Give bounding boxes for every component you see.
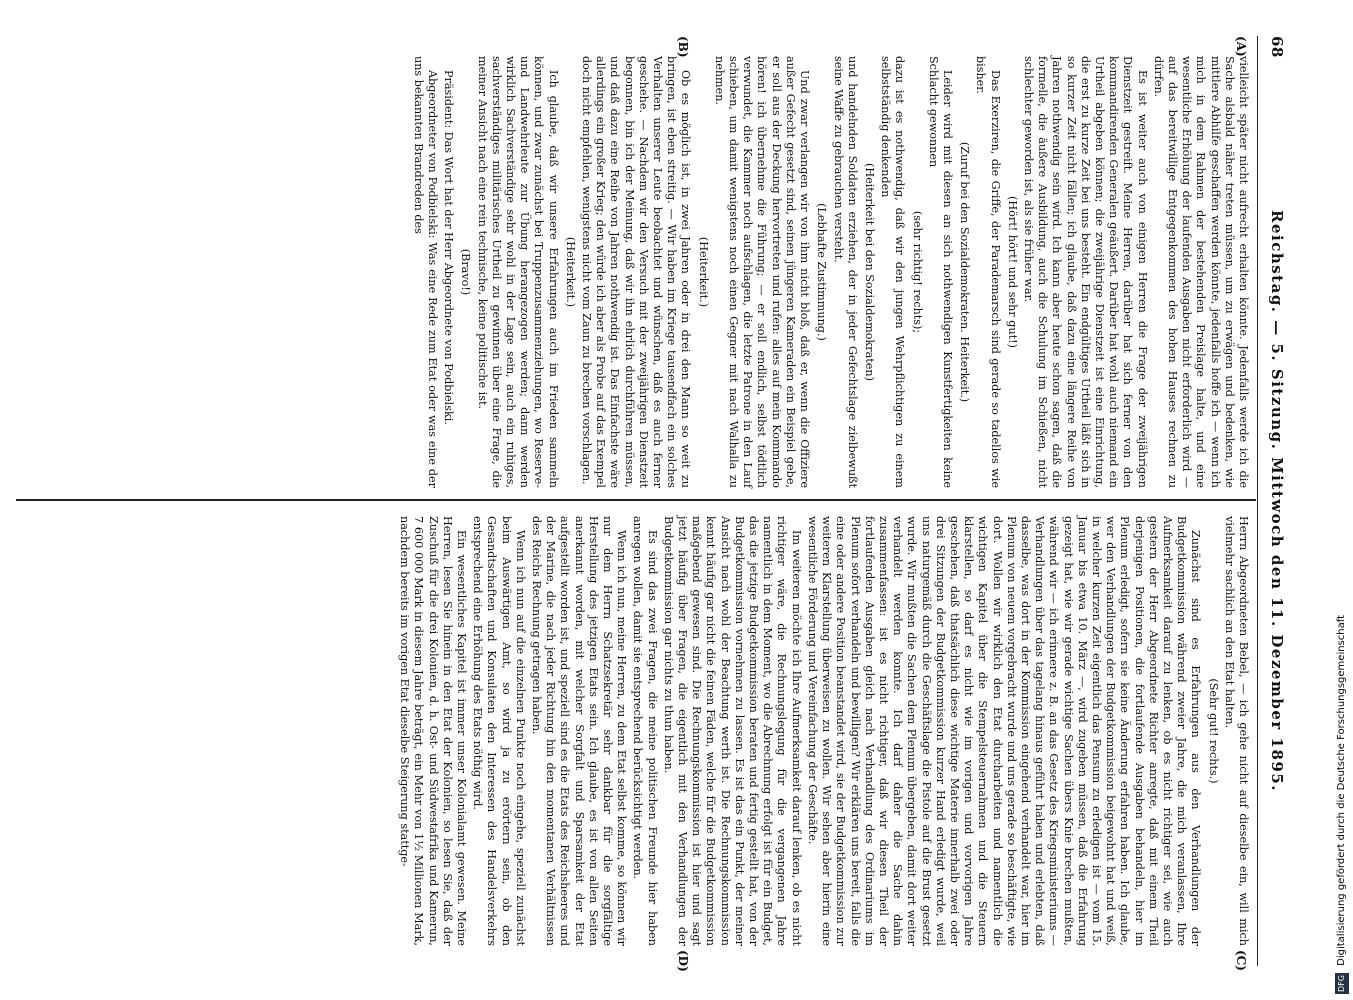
paragraph: Wenn ich nun auf die einzelnen Punkte noch eingehe, speziell zunächst beim Auswärtigen Amt, so wird ja zu erörtern sein, ob den Gesandtschaften und Konsulaten den Interessen des Handelsverkehrs entsprechend eine Erhöhung des Etats nöthig wird. <box>471 516 527 946</box>
paragraph: Es sind das zwei Fragen, die meine politischen Freunde hier haben anregen wollen, damit sie entsprechend berücksichtigt werden. <box>631 516 659 946</box>
running-title: Reichstag. — 5. Sitzung. Mittwoch den 11. Dezember 1895. <box>1268 209 1286 793</box>
paragraph: Es ist weiter auch von einigen Herren die Frage der zweijährigen Dienstzeit gestreift. Meine Herren, darüber hat sich ferner von den kommandirenden Generalen geäußert. Darüber hat wohl auch niemand ein Urtheil abgeben können; die zweijährige Dienstzeit ist eine Einrichtung, die erst zu kurze Zeit bei uns besteht. Ein endgültiges Urtheil läßt sich in so kurzer Zeit nicht fällen; ich glaube, daß dazu eine längere Reihe von Jahren nothwendig sein wird. Ich kann aber heute schon sagen, daß die formelle, die äußere Ausbildung, auch die Schulung im Schießen, nicht schlechter geworden ist, als sie früher war. <box>1021 56 1149 488</box>
sidebar-credit: Digitalisierung gefördert durch die Deutsche Forschungsgemeinschaft <box>1336 615 1347 966</box>
left-column <box>409 56 1250 488</box>
interjection: (sehr richtig! rechts); <box>910 210 924 334</box>
interjection: (Heiterkeit.) <box>563 236 577 308</box>
page-number: 68 <box>1268 36 1286 58</box>
column-divider <box>16 499 1256 501</box>
page-header <box>1257 36 1292 966</box>
paragraph: Ob es möglich ist, in zwei Jahren oder in drei den Mann so weit zu bringen, ist eben streitig. — Wir haben im Kriege tausendfach ein solches Verhalten unserer Leute beobachtet und wünschen, daß es auch ferner geschehe. — Nachdem wir den Versuch mit der zweijährigen Dienstzeit begonnen, bin ich der Meinung, daß wir ihn ehrlich durchführen müssen, und daß dazu eine Reihe von Jahren nothwendig ist. Das Einfachste wäre allerdings ein großer Krieg; den würde ich aber als Probe auf das Exempel doch nicht empfehlen, wenigstens nicht vom Zaun zu brechen vorschlagen. <box>580 56 693 488</box>
paragraph: und handelnden Soldaten erziehen, der in jeder Gefechtslage zielbewußt seine Waffe zu gebrauchen versteht. <box>831 56 859 488</box>
paragraph: Und zwar verlangen wir von ihm nicht bloß, daß er, wenn die Offiziere außer Gefecht gesetzt sind, seinen jüngeren Kameraden ein Beispiel gebe, er soll aus der Deckung hervortreten und rufen: alles auf mein Kommando hören! ich übernehme die Führung; — er soll endlich, selbst tödtlich verwundet, die Kammer noch aufschlagen, die letzte Patrone in den Lauf schieben, um damit wenigstens noch einen Gegner mit nach Walhalla zu nehmen. <box>712 56 812 488</box>
interjection: (Zuruf bei den Sozialdemokraten. Heiterkeit.) <box>958 141 972 403</box>
paragraph: Ich glaube, daß wir unsere Erfahrungen auch im Frieden sammeln können, und zwar zunächst bei Truppenzusammenziehungen, wo Reserve- und Landwehrleute zur Übung herangezogen werden; dann werden wirklich Sachverständige sehr wohl in der Lage sein, auch ein ruhiges, sachverständiges militärisches Urtheil zu gewinnen über eine Frage, die meiner Ansicht nach eine rein technische, keine politische ist. <box>475 56 560 488</box>
interjection: (Heiterkeit.) <box>696 236 710 308</box>
interjection: (Heiterkeit bei den Sozialdemokraten) <box>862 162 876 381</box>
dfg-logo: DFG <box>1335 973 1349 994</box>
paragraph: Das Exerziren, die Griffe, der Parademarsch sind gerade so tadellos wie bisher. <box>974 56 1002 488</box>
margin-mark-a: (A) <box>1234 36 1248 57</box>
interjection: (Lebhafte Zustimmung.) <box>815 203 829 341</box>
margin-mark-c: (C) <box>1234 950 1248 971</box>
paragraph: Präsident: Das Wort hat der Herr Abgeordnete von Podbielski. <box>442 70 456 425</box>
paragraph: dazu ist es nothwendig, daß wir den jungen Wehrpflichtigen zu einem selbstständig denkenden <box>879 56 907 488</box>
right-column <box>395 516 1250 946</box>
margin-mark-b: (B) <box>676 36 690 58</box>
margin-mark-d: (D) <box>676 950 690 972</box>
paragraph: Ein wesentliches Kapitel ist immer unser Kolonialamt gewesen. Meine Herren, lesen Sie hinein in den Etat der Kolonien, so lesen Sie, daß der Zuschuß für die drei Kolonien, d. h. Ost- und Südwestafrika und Kamerun, 7 600 000 Mark in diesem Jahre beträgt, ein Mehr von 1½ Millionen Mark, nachdem bereits im vorigen Etat dieselbe Steigerung stattge- <box>398 516 469 946</box>
paragraph: Im weiteren möchte ich Ihre Aufmerksamkeit darauf lenken, ob es nicht richtiger wäre, die Rechnungslegung für die vergangenen Jahre namentlich in dem Moment, wo die Abrechnung erfolgt ist für ein Budget, das die jetzige Budgetkommission beraten und fertig gestellt hat, von der Budgetkommission vornehmen zu lassen. Es ist das ein Punkt, der meiner Ansicht nach wohl der Beachtung werth ist. Die Rechnungskommission kennt häufig gar nicht die feinen Fäden, welche für die Budgetkommission maßgebend gewesen sind. Die Rechnungskommission ist hier und sagt jetzt häufig über Fragen, die eigentlich mit den Verhandlungen der Budgetkommission gar nichts zu thun haben. <box>661 516 803 946</box>
interjection: (Bravo!) <box>459 248 473 296</box>
paragraph: Abgeordneter von Podbielski: Was eine Rede zum Etat oder was eine der uns bekannten Brandreden des <box>411 56 440 488</box>
interjection: (Hört! hört! und sehr gut!) <box>1005 196 1019 348</box>
digitization-sidebar <box>1335 6 1349 994</box>
paragraph: Leider wird mit diesen an sich nothwendigen Kunstfertigkeiten keine Schlacht gewonnen <box>926 56 954 488</box>
paragraph: vielleicht später nicht aufrecht erhalten könnte. Jedenfalls werde ich die Sache alsbald näher treten müssen, um zu erwägen und bedenken, wie mittlere Abhilfe geschaffen werden könnte, jedenfalls hoffe ich — wenn ich mich in dem Rahmen der bestehenden Preislage halte, und eine wesentliche Erhöhung der laufenden Ausgaben nicht erforderlich wird — auf das bereitwillige Entgegenkommen des hohen Hauses rechnen zu dürfen. <box>1151 56 1250 488</box>
paragraph: Zunächst sind es Erfahrungen aus den Verhandlungen der Budgetkommission während zweier Jahre, die mich veranlassen, Ihre Aufmerksamkeit darauf zu lenken, ob es nicht richtiger sei, wie auch gestern der Herr Abgeordnete Richter anregte, daß mit einem Theil derjenigen Positionen, die fortlaufende Ausgaben behandeln, hier im Plenum erledigt, sofern sie keine Änderung erfahren haben. Ich glaube, wer den Verhandlungen der Budgetkommission beigewohnt hat und weiß, in welcher kurzen Zeit eigentlich das Pensum zu erledigen ist — vom 15. Januar bis etwa 10. März —, wird zugeben müssen, daß die Erfahrung gezeigt hat, wie wir gerade wichtige Sachen übers Knie brechen mußten, während wir — ich erinnere z. B. an das Gesetz des Kriegsministeriums — Verhandlungen über das tagelang hinaus geführt haben und erlebten, daß dasselbe, was dort in der Kommission eingehend verhandelt war, hier im Plenum von neuem vorgebracht wurde und uns gerade so beschäftigte, wie dort. Wollen wir wirklich den Etat durcharbeiten und namentlich die wichtigen Kapitel über die Stempelsteuernahmen und die Steuern klarstellen, so darf es nicht wie im vorigen und vorvorigen Jahre geschehen, daß thatsächlich diese wichtige Materie innerhalb zwei oder drei Sitzungen der Budgetkommission kurzer Hand erledigt wurde, weil uns naturgemäß durch die Geschäftslage die Pistole auf die Brust gesetzt wurde. Wir mußten die Sachen dem Plenum übergeben, damit dort weiter verhandelt werden konnte. Ich darf daher die Sache dahin zusammenfassen: ist es nicht richtiger, daß wir diesen Theil der fortlaufenden Ausgaben gleich nach Verhandlung des Ordinariums im Plenum sofort verhandeln und bewilligen? Wir erklären uns bereit, falls die eine oder andere Position beanstandet wird, sie der Budgetkommission zur weiteren Klarstellung überweisen zu wollen. Wir sehen aber hierin eine wesentliche Förderung und Vereinfachung der Geschäfte. <box>805 516 1203 946</box>
paragraph: Wenn ich nun, meine Herren, zu dem Etat selbst komme, so können wir nur dem Herrn Schatzsekretär sehr dankbar für die sorgfältige Herstellung des jetzigen Etats sein. Ich glaube, es ist von allen Seiten anerkannt worden, mit welcher Sorgfalt und Sparsamkeit der Etat aufgestellt worden ist, und speziell sind es die Etats des Reichsheeres und der Marine, die nach jeder Richtung hin den momentanen Verhältnissen des Reichs Rechnung getragen haben. <box>530 516 629 946</box>
paragraph: Herrn Abgeordneten Bebel, — ich gehe nicht auf dieselbe ein, will mich vielmehr sachlich an den Etat halten. <box>1222 516 1250 946</box>
interjection: (Sehr gut! rechts.) <box>1206 678 1220 784</box>
